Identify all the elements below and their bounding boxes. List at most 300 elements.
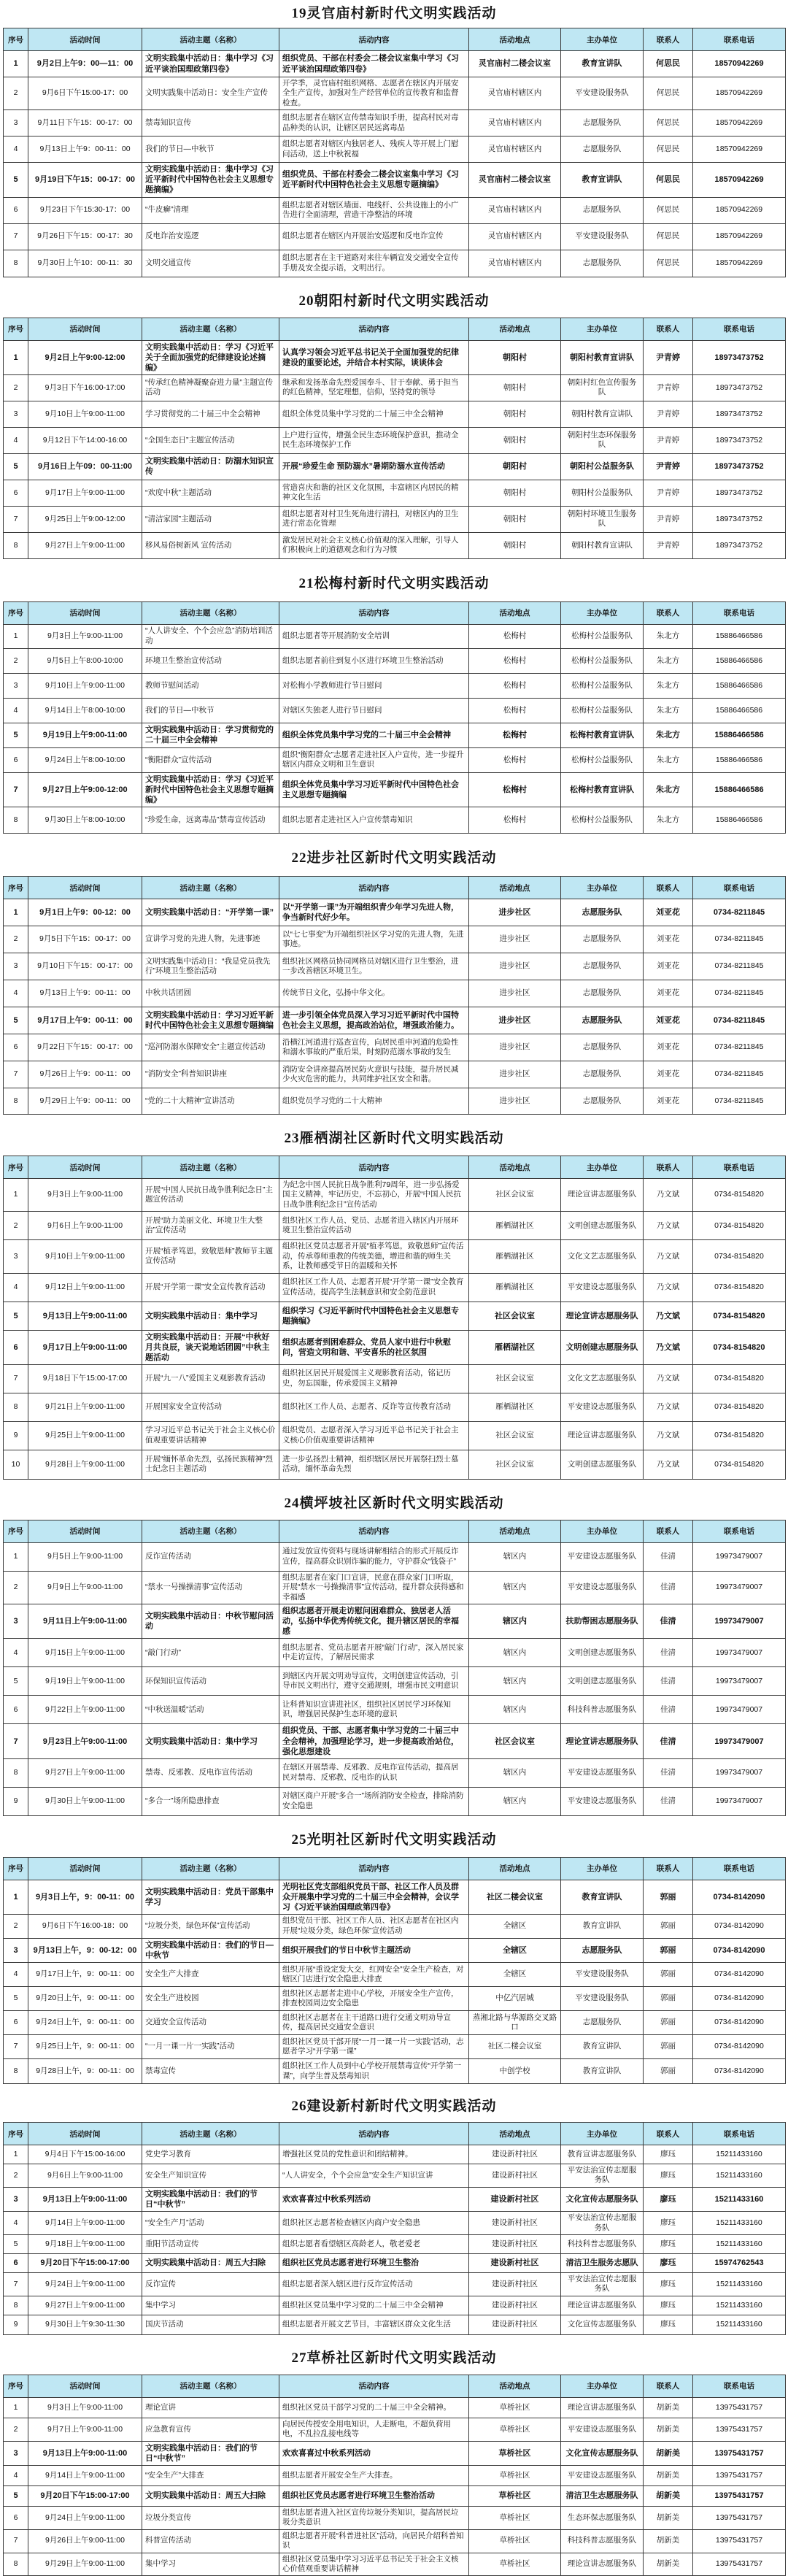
table-row (4, 2011, 786, 2035)
cell-phone: 0734-8154820 (693, 1330, 786, 1364)
cell-location: 中亿汽居城 (469, 1987, 561, 2011)
cell-content: 组织志愿者开展走访慰问困难群众、独居老人活动，弘扬中华优秀传统文化，提升辖区居民的幸福感 (279, 1604, 469, 1639)
cell-theme: 国庆节活动 (142, 2315, 279, 2334)
column-header-seq: 序号 (4, 1520, 28, 1542)
cell-contact: 尹青婷 (644, 374, 693, 401)
cell-seq: 5 (4, 1987, 28, 2011)
cell-theme: 文明实践集中活动日：学习贯彻党的二十届三中全会精神 (142, 723, 279, 747)
cell-seq: 7 (4, 506, 28, 532)
cell-seq: 5 (4, 1667, 28, 1696)
table-row (4, 1034, 786, 1061)
cell-organizer: 平安建设志愿服务队 (561, 1542, 644, 1571)
cell-content: 对辖区失独老人进行节日慰问 (279, 698, 469, 723)
table-header-row (4, 1857, 786, 1880)
cell-phone: 13975431757 (693, 2397, 786, 2418)
cell-contact: 尹青婷 (644, 427, 693, 453)
section-block (3, 2091, 785, 2342)
cell-content: 组织党员、干部在村委会二楼会议室集中学习《习近平新时代中国特色社会主义思想专题摘编》 (279, 163, 469, 197)
cell-phone: 19973479007 (693, 1724, 786, 1758)
table-row (4, 2441, 786, 2465)
cell-phone: 18570942269 (693, 163, 786, 197)
column-header-theme: 活动主题（名称） (142, 2123, 279, 2145)
table-row (4, 1938, 786, 1962)
cell-organizer: 平安建设服务队 (561, 1987, 644, 2011)
cell-content: 组织志愿者看望辖区高龄老人，敬老爱老 (279, 2234, 469, 2253)
column-header-seq: 序号 (4, 2123, 28, 2145)
cell-theme: “多合一”场所隐患排查 (142, 1787, 279, 1815)
cell-phone: 0734-8154820 (693, 1212, 786, 1240)
column-header-organizer: 主办单位 (561, 318, 644, 340)
cell-time: 9月13日上午9：00-11：00 (28, 137, 142, 163)
table-row (4, 1604, 786, 1639)
cell-content: 组织社区网格员协同网格员对辖区进行卫生整治，进一步改善辖区环境卫生。 (279, 953, 469, 980)
cell-organizer: 理论宣讲志愿服务队 (561, 1302, 644, 1330)
cell-content: 欢欢喜喜过中秋系列活动 (279, 2187, 469, 2211)
cell-organizer: 平安建设志愿服务队 (561, 1571, 644, 1604)
table-row (4, 673, 786, 698)
column-header-organizer: 主办单位 (561, 28, 644, 51)
cell-seq: 6 (4, 1034, 28, 1061)
cell-location: 灵官庙村辖区内 (469, 197, 561, 223)
table-row (4, 2145, 786, 2164)
table-row (4, 374, 786, 401)
table-row (4, 723, 786, 747)
cell-contact: 乃文斌 (644, 1421, 693, 1450)
table-row (4, 1987, 786, 2011)
table-row (4, 2485, 786, 2506)
table-row (4, 2465, 786, 2485)
cell-phone: 15211433160 (693, 2234, 786, 2253)
cell-phone: 18570942269 (693, 51, 786, 77)
cell-organizer: 文化宣传志愿服务队 (561, 2441, 644, 2465)
cell-phone: 15211433160 (693, 2296, 786, 2315)
cell-theme: “垃圾分类，绿色环保”宣传活动 (142, 1914, 279, 1938)
cell-organizer: 理论宣讲志愿服务队 (561, 2397, 644, 2418)
cell-location: 辖区内 (469, 1639, 561, 1667)
table-header-row (4, 877, 786, 899)
cell-time: 9月29日上午9:00-11:00 (28, 2553, 142, 2576)
cell-organizer: 文化宣传志愿服务队 (561, 2187, 644, 2211)
table-row (4, 747, 786, 772)
cell-seq: 5 (4, 1302, 28, 1330)
cell-location: 辖区内 (469, 1667, 561, 1696)
cell-time: 9月17日上午9：00-11：00 (28, 1007, 142, 1034)
cell-seq: 4 (4, 2212, 28, 2235)
cell-content: 组织全体党员集中学习党的二十届三中全会精神 (279, 723, 469, 747)
cell-phone: 15211433160 (693, 2187, 786, 2211)
table-row (4, 2253, 786, 2272)
cell-time: 9月3日上午，9：00-11：00 (28, 1880, 142, 1914)
cell-phone: 0734-8211845 (693, 1061, 786, 1088)
cell-contact: 尹青婷 (644, 453, 693, 480)
cell-phone: 0734-8211845 (693, 1007, 786, 1034)
cell-contact: 何思民 (644, 250, 693, 277)
cell-content: 组织志愿者、党员志愿者开展“敲门行动”，深入居民家中走访宣传，了解居民需求 (279, 1639, 469, 1667)
cell-content: 组织志愿者对村卫生死角进行清扫，对辖区内的卫生进行常态化管理 (279, 506, 469, 532)
cell-time: 9月30日上午10：00-11：30 (28, 250, 142, 277)
cell-seq: 4 (4, 137, 28, 163)
cell-phone: 0734-8142090 (693, 1987, 786, 2011)
cell-time: 9月25日上午9:00-11:00 (28, 1421, 142, 1450)
cell-theme: 开展“缅怀革命先烈，弘扬民族精神”烈士纪念日主题活动 (142, 1450, 279, 1479)
cell-seq: 6 (4, 2011, 28, 2035)
cell-organizer: 松梅村教育宣讲队 (561, 723, 644, 747)
cell-seq: 6 (4, 1330, 28, 1364)
cell-theme: 文明实践集中活动日：安全生产宣传 (142, 77, 279, 110)
cell-theme: “消防安全”科普知识讲座 (142, 1061, 279, 1088)
cell-time: 9月24日上午8:00-10:00 (28, 747, 142, 772)
cell-theme: 交通安全宣传活动 (142, 2011, 279, 2035)
cell-organizer: 朝阳村教育宣讲队 (561, 401, 644, 427)
cell-phone: 15211433160 (693, 2315, 786, 2334)
cell-seq: 2 (4, 77, 28, 110)
cell-phone: 19973479007 (693, 1667, 786, 1696)
cell-seq: 1 (4, 1880, 28, 1914)
cell-time: 9月3日上午9:00-11:00 (28, 2397, 142, 2418)
table-header-row (4, 28, 786, 51)
cell-time: 9月21日上午9:00-11:00 (28, 1393, 142, 1421)
table-row (4, 2315, 786, 2334)
cell-organizer: 理论宣讲志愿服务队 (561, 1179, 644, 1212)
cell-location: 进步社区 (469, 1061, 561, 1088)
cell-organizer: 朝阳村公益服务队 (561, 453, 644, 480)
cell-organizer: 清洁卫生志愿服务队 (561, 2485, 644, 2506)
table-row (4, 2035, 786, 2059)
cell-contact: 郭丽 (644, 2035, 693, 2059)
cell-location: 进步社区 (469, 1088, 561, 1115)
cell-seq: 7 (4, 772, 28, 807)
cell-phone: 0734-8142090 (693, 2035, 786, 2059)
cell-phone: 18570942269 (693, 110, 786, 137)
cell-seq: 1 (4, 1542, 28, 1571)
section-gap (3, 1115, 785, 1122)
table-row (4, 1787, 786, 1815)
cell-theme: 反诈宣传 (142, 2272, 279, 2296)
cell-location: 辖区内 (469, 1604, 561, 1639)
cell-phone: 13975431757 (693, 2529, 786, 2553)
cell-content: 以“七七事变”为开端组织社区学习党的先进人物，先进事迹。 (279, 926, 469, 953)
activity-table (3, 601, 786, 834)
section-title: 23雁栖湖社区新时代文明实践活动 (284, 1131, 504, 1147)
cell-phone: 15211433160 (693, 2145, 786, 2164)
cell-content: 对辖区商户开展“多合一”场所消防安全检查，排除消防安全隐患 (279, 1787, 469, 1815)
cell-location: 朝阳村 (469, 374, 561, 401)
cell-theme: 学习习近平总书记关于社会主义核心价值观重要讲话精神 (142, 1421, 279, 1450)
table-row (4, 77, 786, 110)
column-header-theme: 活动主题（名称） (142, 601, 279, 624)
cell-content: 通过发放宣传资料与现场讲解相结合的形式开展反诈宣传，提高群众识别诈骗的能力，守护群众“钱袋子” (279, 1542, 469, 1571)
cell-organizer: 平安建设服务队 (561, 1963, 644, 1987)
cell-content: 认真学习领会习近平总书记关于全面加强党的纪律建设的重要论述，并结合本村实际，谈谈体会 (279, 340, 469, 374)
cell-phone: 15886466586 (693, 624, 786, 648)
cell-content: 组织党员、干部在村委会二楼会议室集中学习《习近平谈治国理政第四卷》 (279, 51, 469, 77)
cell-phone: 0734-8154820 (693, 1240, 786, 1273)
cell-seq: 4 (4, 2465, 28, 2485)
cell-content: 组织志愿者前往到复小区进行环境卫生整治活动 (279, 648, 469, 673)
cell-organizer: 松梅村教育宣讲队 (561, 772, 644, 807)
table-row (4, 1450, 786, 1479)
cell-seq: 2 (4, 1571, 28, 1604)
column-header-theme: 活动主题（名称） (142, 1520, 279, 1542)
cell-content: 组织社区志愿者检查辖区内商户安全隐患 (279, 2212, 469, 2235)
cell-seq: 2 (4, 648, 28, 673)
column-header-organizer: 主办单位 (561, 1857, 644, 1880)
cell-content: 向居民传授安全用电知识，人走断电，不超负荷用电，不乱拉乱接电线等 (279, 2418, 469, 2441)
table-row (4, 624, 786, 648)
column-header-seq: 序号 (4, 28, 28, 51)
cell-phone: 15211433160 (693, 2272, 786, 2296)
cell-theme: 文明实践集中活动日：学习《习近平关于全面加强党的纪律建设论述摘编》 (142, 340, 279, 374)
cell-organizer: 平安建设志愿服务队 (561, 1393, 644, 1421)
cell-theme: 宣讲学习党的先进人物，先进事迹 (142, 926, 279, 953)
table-header-row (4, 318, 786, 340)
cell-organizer: 朝阳村红色宣传服务队 (561, 374, 644, 401)
cell-contact: 廖珏 (644, 2234, 693, 2253)
cell-theme: 集中学习 (142, 2296, 279, 2315)
table-row (4, 2187, 786, 2211)
table-row (4, 2418, 786, 2441)
cell-phone: 18973473752 (693, 506, 786, 532)
cell-phone: 13975431757 (693, 2418, 786, 2441)
cell-organizer: 教育宣讲队 (561, 2035, 644, 2059)
cell-theme: 学习贯彻党的二十届三中全会精神 (142, 401, 279, 427)
section-title: 26建设新村新时代文明实践活动 (291, 2099, 497, 2115)
column-header-phone: 联系电话 (693, 1520, 786, 1542)
column-header-organizer: 主办单位 (561, 2123, 644, 2145)
cell-seq: 8 (4, 1393, 28, 1421)
cell-seq: 6 (4, 2506, 28, 2529)
section-block (3, 2342, 785, 2576)
cell-theme: 重阳节活动宣传 (142, 2234, 279, 2253)
table-row (4, 1758, 786, 1787)
cell-time: 9月10日上午9:00-11:00 (28, 673, 142, 698)
cell-time: 9月2日上午9:00-12:00 (28, 340, 142, 374)
cell-phone: 15886466586 (693, 673, 786, 698)
cell-phone: 15211433160 (693, 2164, 786, 2188)
cell-contact: 刘亚花 (644, 1034, 693, 1061)
cell-theme: 教师节慰问活动 (142, 673, 279, 698)
column-header-theme: 活动主题（名称） (142, 1857, 279, 1880)
cell-seq: 1 (4, 1179, 28, 1212)
cell-contact: 胡新美 (644, 2529, 693, 2553)
column-header-content: 活动内容 (279, 318, 469, 340)
cell-contact: 何思民 (644, 137, 693, 163)
activity-schedule-document (3, 0, 785, 2576)
cell-seq: 8 (4, 250, 28, 277)
cell-location: 建设新村社区 (469, 2212, 561, 2235)
column-header-location: 活动地点 (469, 1156, 561, 1179)
cell-organizer: 松梅村公益服务队 (561, 747, 644, 772)
cell-phone: 13975431757 (693, 2506, 786, 2529)
cell-seq: 3 (4, 110, 28, 137)
cell-location: 草桥社区 (469, 2397, 561, 2418)
cell-theme: 文明实践集中活动日：党员干部集中学习 (142, 1880, 279, 1914)
cell-content: 组织志愿者对辖区内独居老人、残疾人等开展上门慰问活动，送上中秋祝福 (279, 137, 469, 163)
cell-contact: 乃文斌 (644, 1450, 693, 1479)
cell-seq: 1 (4, 2397, 28, 2418)
table-row (4, 772, 786, 807)
cell-time: 9月24日上午，9：00-11：00 (28, 2011, 142, 2035)
cell-time: 9月14日上午9:00-11:00 (28, 2212, 142, 2235)
table-row (4, 1880, 786, 1914)
cell-seq: 2 (4, 1212, 28, 1240)
cell-phone: 15886466586 (693, 807, 786, 834)
cell-location: 社区会议室 (469, 1421, 561, 1450)
cell-contact: 郭丽 (644, 2059, 693, 2084)
cell-phone: 0734-8154820 (693, 1179, 786, 1212)
cell-theme: “全国生态日”主题宣传活动 (142, 427, 279, 453)
cell-seq: 6 (4, 480, 28, 506)
cell-content: 组织社区志愿者在主干道路口进行交通文明劝导宣传，提高居民交通安全意识 (279, 2011, 469, 2035)
cell-theme: 集中学习 (142, 2553, 279, 2576)
cell-time: 9月13日上午9：00-11：00 (28, 980, 142, 1007)
cell-theme: 文明实践集中活动日：集中学习《习近平谈治国理政第四卷》 (142, 51, 279, 77)
cell-phone: 19973479007 (693, 1787, 786, 1815)
cell-location: 雁栖湖社区 (469, 1240, 561, 1273)
cell-phone: 13975431757 (693, 2485, 786, 2506)
cell-seq: 7 (4, 2272, 28, 2296)
cell-time: 9月18日上午9:00-11:00 (28, 2234, 142, 2253)
cell-seq: 8 (4, 1088, 28, 1115)
cell-seq: 6 (4, 2253, 28, 2272)
cell-phone: 19973479007 (693, 1639, 786, 1667)
cell-location: 社区会议室 (469, 1302, 561, 1330)
cell-theme: 反诈宣传活动 (142, 1542, 279, 1571)
cell-location: 灵官庙村辖区内 (469, 137, 561, 163)
cell-phone: 0734-8154820 (693, 1302, 786, 1330)
cell-theme: “中秋送温暖”活动 (142, 1696, 279, 1724)
cell-content: 组织社区工作人员、志愿者、反诈等宣传教育活动 (279, 1393, 469, 1421)
cell-contact: 乃文斌 (644, 1330, 693, 1364)
cell-time: 9月16日上午09：00-11:00 (28, 453, 142, 480)
cell-organizer: 理论宣讲志愿服务队 (561, 2296, 644, 2315)
cell-time: 9月28日上午9:00-11:00 (28, 1450, 142, 1479)
cell-location: 松梅村 (469, 673, 561, 698)
cell-theme: “敲门行动” (142, 1639, 279, 1667)
cell-time: 9月24日上午9:00-11:00 (28, 2506, 142, 2529)
cell-seq: 7 (4, 1061, 28, 1088)
cell-location: 松梅村 (469, 698, 561, 723)
cell-contact: 郭丽 (644, 1914, 693, 1938)
cell-content: 营造喜庆和谐的社区文化氛围，丰富辖区内居民的精神文化生活 (279, 480, 469, 506)
cell-theme: 党史学习教育 (142, 2145, 279, 2164)
table-row (4, 1571, 786, 1604)
table-row (4, 427, 786, 453)
cell-seq: 8 (4, 1758, 28, 1787)
column-header-organizer: 主办单位 (561, 877, 644, 899)
column-header-contact: 联系人 (644, 2375, 693, 2397)
cell-time: 9月13日上午9:00-11:00 (28, 2187, 142, 2211)
cell-theme: 禁毒知识宣传 (142, 110, 279, 137)
column-header-contact: 联系人 (644, 1857, 693, 1880)
cell-theme: 应急教育宣传 (142, 2418, 279, 2441)
table-row (4, 2059, 786, 2084)
cell-time: 9月3日上午9:00-11:00 (28, 624, 142, 648)
cell-content: 组织社区党员志愿者进行环境卫生整治 (279, 2253, 469, 2272)
cell-theme: 文明实践集中活动日：集中学习《习近平新时代中国特色社会主义思想专题摘编》 (142, 163, 279, 197)
cell-organizer: 文明创建志愿服务队 (561, 1639, 644, 1667)
column-header-time: 活动时间 (28, 601, 142, 624)
column-header-location: 活动地点 (469, 601, 561, 624)
cell-theme: 安全生产知识宣传 (142, 2164, 279, 2188)
cell-location: 灵官庙村辖区内 (469, 250, 561, 277)
cell-seq: 4 (4, 1963, 28, 1987)
table-header-row (4, 2375, 786, 2397)
column-header-seq: 序号 (4, 601, 28, 624)
cell-time: 9月11日上午9:00-11:00 (28, 1604, 142, 1639)
cell-content: 组织党员干部、社区工作人员、社区志愿者在社区内开展“垃圾分类，绿色环保”宣传活动 (279, 1914, 469, 1938)
cell-content: 组织志愿者在辖区宣传禁毒知识手册，提高村民对毒品种类的认识，让辖区居民远离毒品 (279, 110, 469, 137)
cell-theme: 环境卫生整治宣传活动 (142, 648, 279, 673)
column-header-location: 活动地点 (469, 877, 561, 899)
cell-contact: 廖珏 (644, 2296, 693, 2315)
cell-theme: 中秋共话团圆 (142, 980, 279, 1007)
section-block (3, 1122, 785, 1487)
table-row (4, 2506, 786, 2529)
cell-location: 朝阳村 (469, 532, 561, 558)
cell-seq: 3 (4, 1240, 28, 1273)
cell-organizer: 志愿服务队 (561, 1938, 644, 1962)
table-row (4, 2164, 786, 2188)
cell-organizer: 志愿服务队 (561, 197, 644, 223)
cell-time: 9月13日上午9:00-11:00 (28, 2441, 142, 2465)
cell-contact: 郭丽 (644, 1987, 693, 2011)
table-row (4, 250, 786, 277)
column-header-content: 活动内容 (279, 2123, 469, 2145)
cell-phone: 18570942269 (693, 223, 786, 250)
cell-theme: 环保知识宣传活动 (142, 1667, 279, 1696)
column-header-seq: 序号 (4, 1857, 28, 1880)
table-row (4, 453, 786, 480)
column-header-organizer: 主办单位 (561, 2375, 644, 2397)
cell-theme: 开展“植孝笃恩，致敬恩师”教师节主题宣传活动 (142, 1240, 279, 1273)
table-row (4, 1007, 786, 1034)
column-header-contact: 联系人 (644, 28, 693, 51)
cell-location: 进步社区 (469, 1034, 561, 1061)
cell-seq: 7 (4, 2035, 28, 2059)
cell-time: 9月30日上午9:00-11:00 (28, 1787, 142, 1815)
cell-time: 9月3日下午16:00-17:00 (28, 374, 142, 401)
cell-time: 9月22日上午9:00-11:00 (28, 1696, 142, 1724)
cell-content: 组织社区志愿者走进中心学校，开展安全生产宣传，排查校园周边安全隐患 (279, 1987, 469, 2011)
column-header-organizer: 主办单位 (561, 1156, 644, 1179)
cell-organizer: 文明创建志愿服务队 (561, 1450, 644, 1479)
cell-organizer: 志愿服务队 (561, 250, 644, 277)
section-block (3, 285, 785, 566)
cell-seq: 3 (4, 401, 28, 427)
cell-seq: 8 (4, 2553, 28, 2576)
cell-organizer: 文明创建志愿服务队 (561, 1212, 644, 1240)
cell-organizer: 平安法治宣传志愿服务队 (561, 2212, 644, 2235)
cell-theme: 禁毒、反邪教、反电诈宣传活动 (142, 1758, 279, 1787)
cell-content: 为纪念中国人民抗日战争胜利79周年，进一步弘扬爱国主义精神，牢记历史，不忘初心，开展“中国人民抗日战争胜利纪念日”宣传活动 (279, 1179, 469, 1212)
cell-organizer: 松梅村公益服务队 (561, 624, 644, 648)
cell-organizer: 生态环保志愿服务队 (561, 2506, 644, 2529)
cell-phone: 13975431757 (693, 2553, 786, 2576)
activity-table (3, 1857, 786, 2084)
table-row (4, 2397, 786, 2418)
cell-contact: 廖珏 (644, 2272, 693, 2296)
cell-time: 9月20日下午15:00-17:00 (28, 2253, 142, 2272)
cell-time: 9月6日下午16:00-18：00 (28, 1914, 142, 1938)
column-header-theme: 活动主题（名称） (142, 1156, 279, 1179)
table-header-row (4, 1520, 786, 1542)
cell-seq: 8 (4, 807, 28, 834)
cell-location: 辖区内 (469, 1542, 561, 1571)
cell-organizer: 平安建设服务队 (561, 77, 644, 110)
cell-content: 组织志愿者在家门口宣讲，民意在群众家门口听取，开展“禁水一号操操清事”宣传活动，提升群众获得感和幸福感 (279, 1571, 469, 1604)
column-header-contact: 联系人 (644, 1520, 693, 1542)
